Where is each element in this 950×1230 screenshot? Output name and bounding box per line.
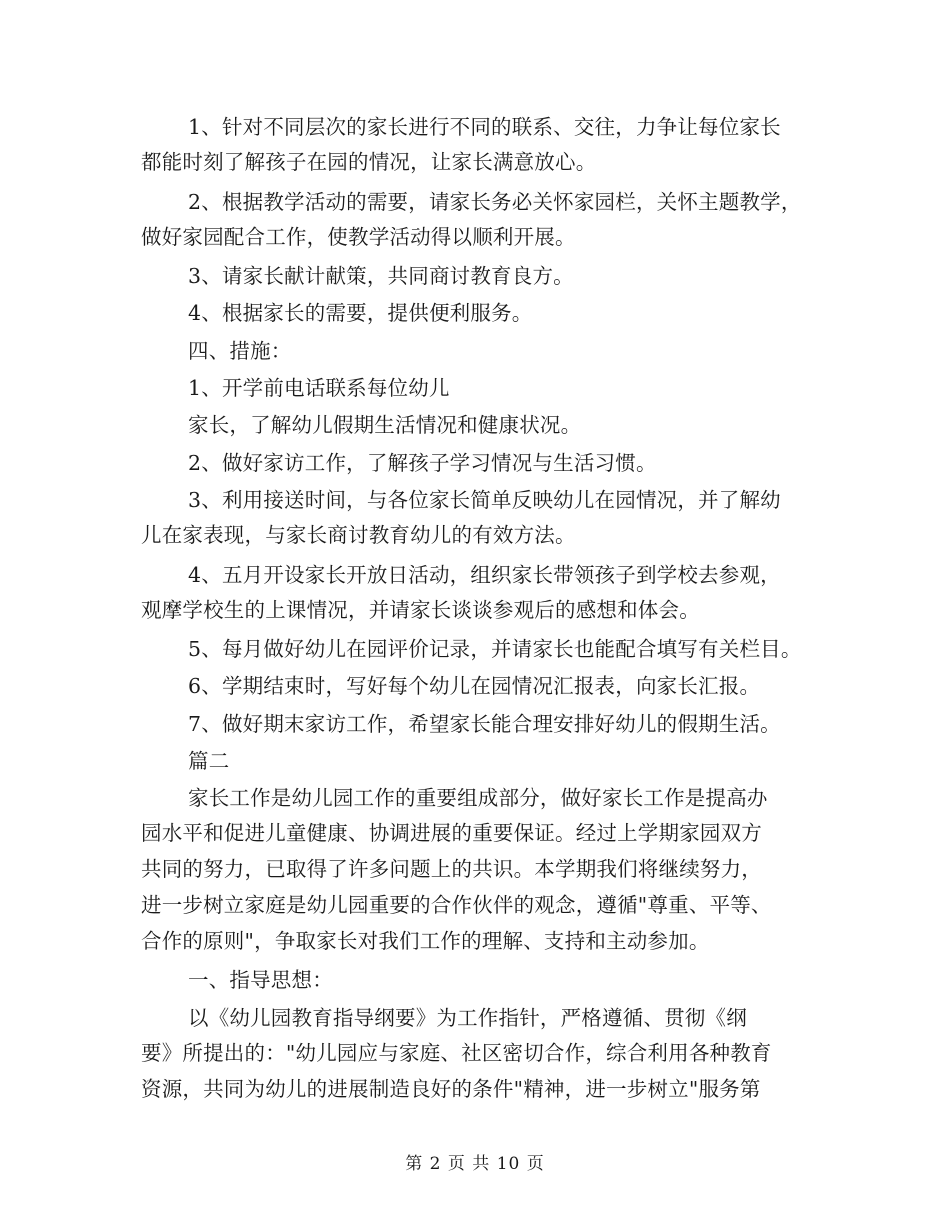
text-line-19: 家长工作是幼儿园工作的重要组成部分，做好家长工作是提高办	[188, 786, 768, 810]
text-line-9: 家长，了解幼儿假期生活情况和健康状况。	[188, 413, 582, 437]
text-line-13: 4、五月开设家长开放日活动，组织家长带领孩子到学校去参观，	[188, 563, 781, 587]
text-line-20: 园水平和促进儿童健康、协调进展的重要保证。经过上学期家园双方	[141, 821, 762, 845]
text-line-16: 6、学期结束时，写好每个幼儿在园情况汇报表，向家长汇报。	[188, 674, 761, 698]
text-line-4: 做好家园配合工作，使教学活动得以顺利开展。	[141, 225, 576, 249]
text-line-14: 观摩学校生的上课情况，并请家长谈谈参观后的感想和体会。	[141, 598, 700, 622]
section-heading-part-two: 篇二	[188, 749, 230, 773]
text-line-6: 4、根据家长的需要，提供便利服务。	[188, 301, 533, 325]
text-line-15: 5、每月做好幼儿在园评价记录，并请家长也能配合填写有关栏目。	[188, 637, 802, 661]
text-line-12: 儿在家表现，与家长商讨教育幼儿的有效方法。	[141, 523, 576, 547]
text-line-21: 共同的努力，已取得了许多问题上的共识。本学期我们将继续努力，	[141, 857, 762, 881]
text-line-5: 3、请家长献计献策，共同商讨教育良方。	[188, 264, 574, 288]
text-line-2: 都能时刻了解孩子在园的情况，让家长满意放心。	[141, 150, 597, 174]
text-line-10: 2、做好家访工作，了解孩子学习情况与生活习惯。	[188, 451, 657, 475]
text-line-11: 3、利用接送时间，与各位家长简单反映幼儿在园情况，并了解幼	[188, 488, 781, 512]
section-heading-guiding-ideology: 一、指导思想：	[188, 968, 333, 992]
section-heading-measures: 四、措施：	[188, 339, 292, 363]
text-line-1: 1、针对不同层次的家长进行不同的联系、交往，力争让每位家长	[188, 115, 781, 139]
text-line-17: 7、做好期末家访工作，希望家长能合理安排好幼儿的假期生活。	[188, 712, 781, 736]
text-line-26: 要》所提出的："幼儿园应与家庭、社区密切合作，综合利用各种教育	[141, 1041, 772, 1065]
text-line-8: 1、开学前电话联系每位幼儿	[188, 376, 450, 400]
text-line-22: 进一步树立家庭是幼儿园重要的合作伙伴的观念，遵循"尊重、平等、	[141, 893, 772, 917]
page-number-footer: 第 2 页 共 10 页	[405, 1154, 545, 1174]
text-line-27: 资源，共同为幼儿的进展制造良好的条件"精神，进一步树立"服务第	[141, 1077, 761, 1101]
text-line-23: 合作的原则"，争取家长对我们工作的理解、支持和主动参加。	[141, 929, 710, 953]
text-line-3: 2、根据教学活动的需要，请家长务必关怀家园栏，关怀主题教学，	[188, 190, 802, 214]
text-line-25: 以《幼儿园教育指导纲要》为工作指针，严格遵循、贯彻《纲	[188, 1006, 747, 1030]
